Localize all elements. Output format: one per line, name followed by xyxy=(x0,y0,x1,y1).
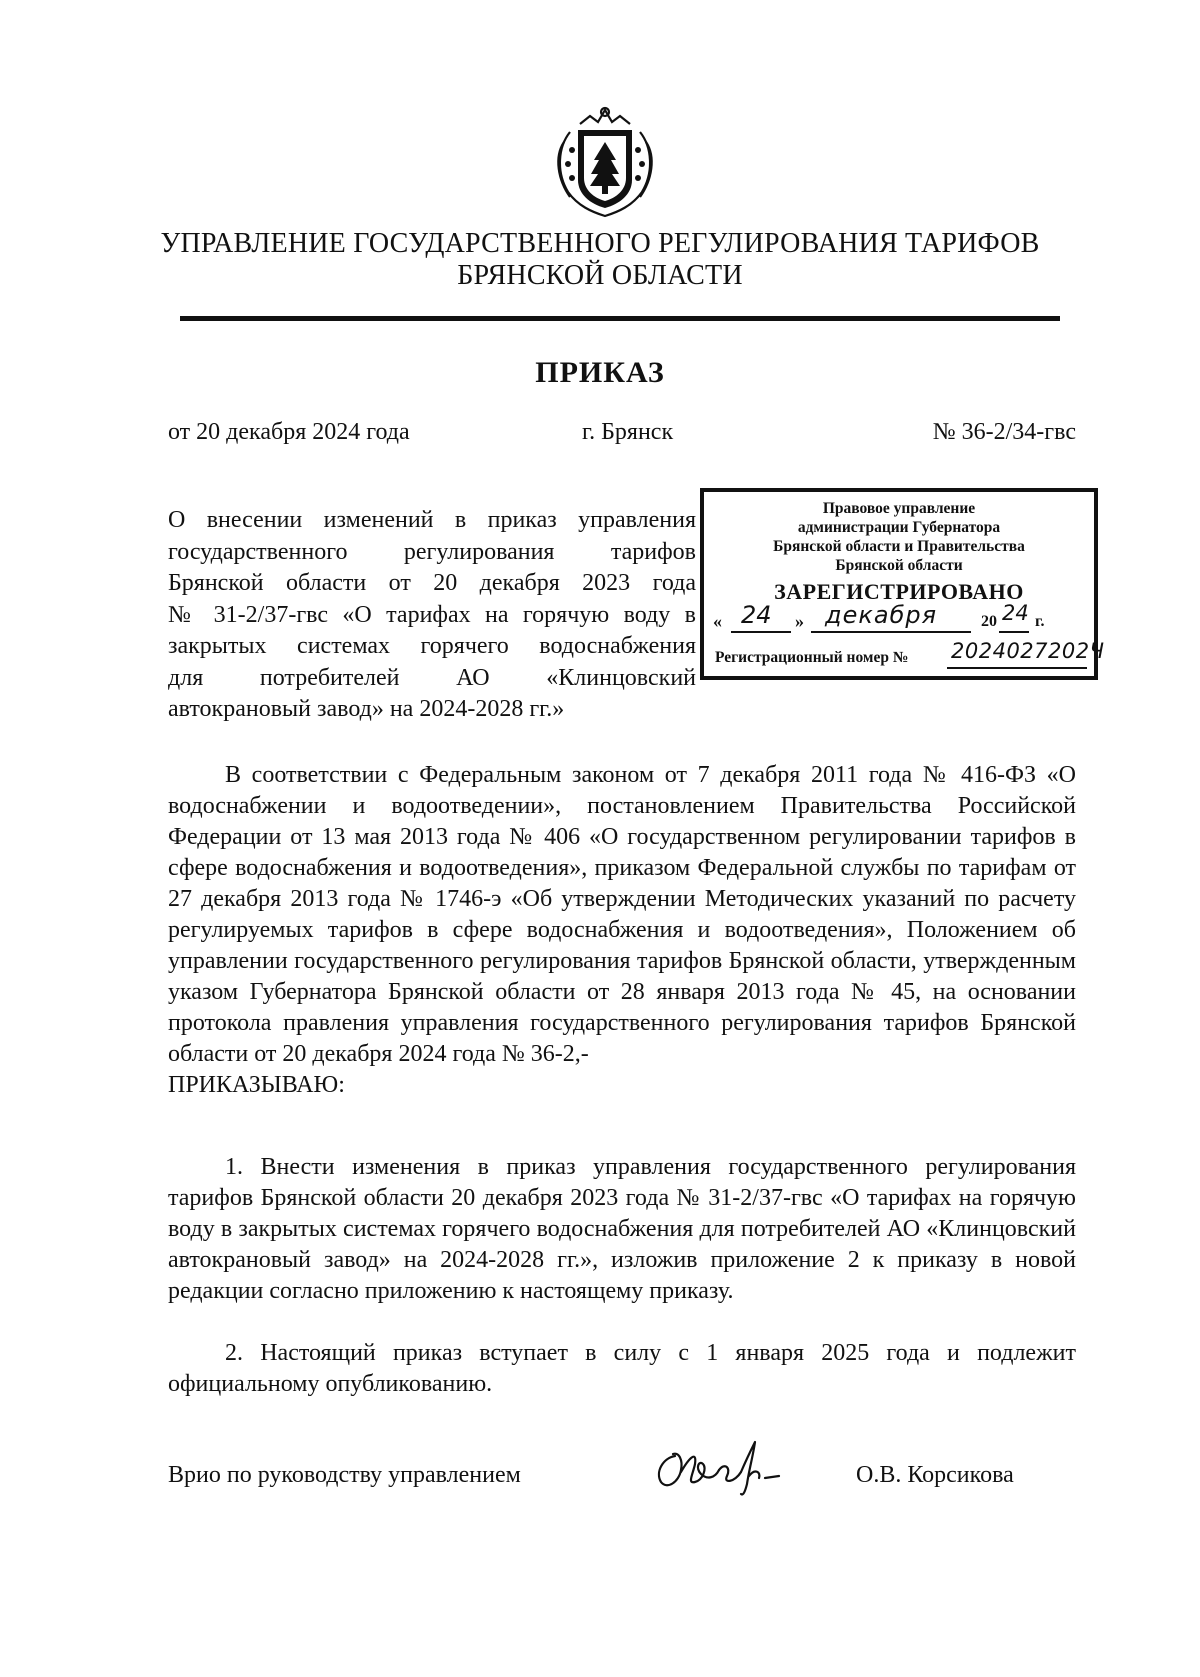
stamp-regnum-underline xyxy=(947,667,1087,669)
stamp-org-line: Брянской области и Правительства xyxy=(773,538,1025,555)
order-item-1: 1. Внести изменения в приказ управления государственного регулирования тарифов Брянской области 20 декабря 2023 года № 31-2/37-гвс «О тарифах на горячую воду в закрытых системах горячего водоснабжения для потребителей АО «Клинцовский автокрановый завод» на 2024-2028 гг.», изложив приложение 2 к приказу в новой редакции согласно приложению к настоящему приказу. xyxy=(168,1154,1076,1304)
signatory-position: Врио по руководству управлением xyxy=(168,1462,521,1488)
document-title: ПРИКАЗ xyxy=(535,356,665,389)
stamp-year-underline xyxy=(999,631,1029,633)
subject-line: автокрановый завод» на 2024-2028 гг.» xyxy=(168,696,565,722)
stamp-month: декабря xyxy=(825,601,938,629)
registration-stamp xyxy=(700,488,1105,680)
stamp-day: 24 xyxy=(741,601,772,629)
stamp-year-unit: г. xyxy=(1035,613,1045,630)
handwritten-signature xyxy=(645,1438,795,1498)
signatory-name: О.В. Корсикова xyxy=(856,1462,1014,1488)
stamp-day-underline xyxy=(731,631,791,633)
org-name-line2: БРЯНСКОЙ ОБЛАСТИ xyxy=(457,260,743,291)
document-date: от 20 декабря 2024 года xyxy=(168,419,410,445)
stamp-month-underline xyxy=(811,631,971,633)
stamp-year-suffix: 24 xyxy=(1002,601,1029,625)
subject-line: О внесении изменений в приказ управления xyxy=(168,507,696,533)
document-city: г. Брянск xyxy=(582,419,674,445)
stamp-quote-mark: « xyxy=(713,611,722,631)
document-subject xyxy=(168,505,696,726)
subject-line: для потребителей АО «Клинцовский xyxy=(168,664,696,691)
stamp-quote-mark: » xyxy=(795,611,804,631)
stamp-year-prefix: 20 xyxy=(981,613,997,630)
document-number: № 36-2/34-гвс xyxy=(932,419,1076,445)
coat-of-arms-emblem xyxy=(550,102,660,220)
stamp-regnum-value: 2024027202Ч xyxy=(951,639,1105,663)
order-item-2: 2. Настоящий приказ вступает в силу с 1 января 2025 года и подлежит официальному опубликованию. xyxy=(168,1340,1076,1397)
subject-line: Брянской области от 20 декабря 2023 года xyxy=(168,570,696,596)
stamp-org-line: Брянской области xyxy=(835,557,963,574)
header-divider xyxy=(180,316,1060,321)
stamp-org-line: Правовое управление xyxy=(822,500,976,517)
stamp-registered-label: ЗАРЕГИСТРИРОВАНО xyxy=(774,579,1024,604)
stamp-org-line: администрации Губернатора xyxy=(797,519,1001,536)
subject-line: закрытых системах горячего водоснабжения xyxy=(168,633,696,659)
order-word: ПРИКАЗЫВАЮ: xyxy=(168,1072,345,1098)
subject-line: государственного регулирования тарифов xyxy=(168,538,696,565)
preamble-paragraph: В соответствии с Федеральным законом от 7 декабря 2011 года № 416-ФЗ «О водоснабжении и водоотведении», постановлением Правительства Российской Федерации от 13 мая 2013 года № 406 «О государственном регулировании тарифов в сфере водоснабжения и водоотведения», приказом Федеральной службы по тарифам от 27 декабря 2013 года № 1746-э «Об утверждении Методических указаний по расчету регулируемых тарифов в сфере водоснабжения и водоотведения», Положением об управлении государственного регулирования тарифов Брянской области, утвержденным указом Губернатора Брянской области от 28 января 2013 года № 45, на основании протокола правления управления государственного регулирования тарифов Брянской области от 20 декабря 2024 года № 36-2,- xyxy=(168,762,1076,1067)
org-name-line1: УПРАВЛЕНИЕ ГОСУДАРСТВЕННОГО РЕГУЛИРОВАНИЯ ТАРИФОВ xyxy=(160,228,1040,259)
subject-line: № 31-2/37-гвс «О тарифах на горячую воду в xyxy=(168,601,696,628)
stamp-regnum-label: Регистрационный номер № xyxy=(715,649,909,666)
